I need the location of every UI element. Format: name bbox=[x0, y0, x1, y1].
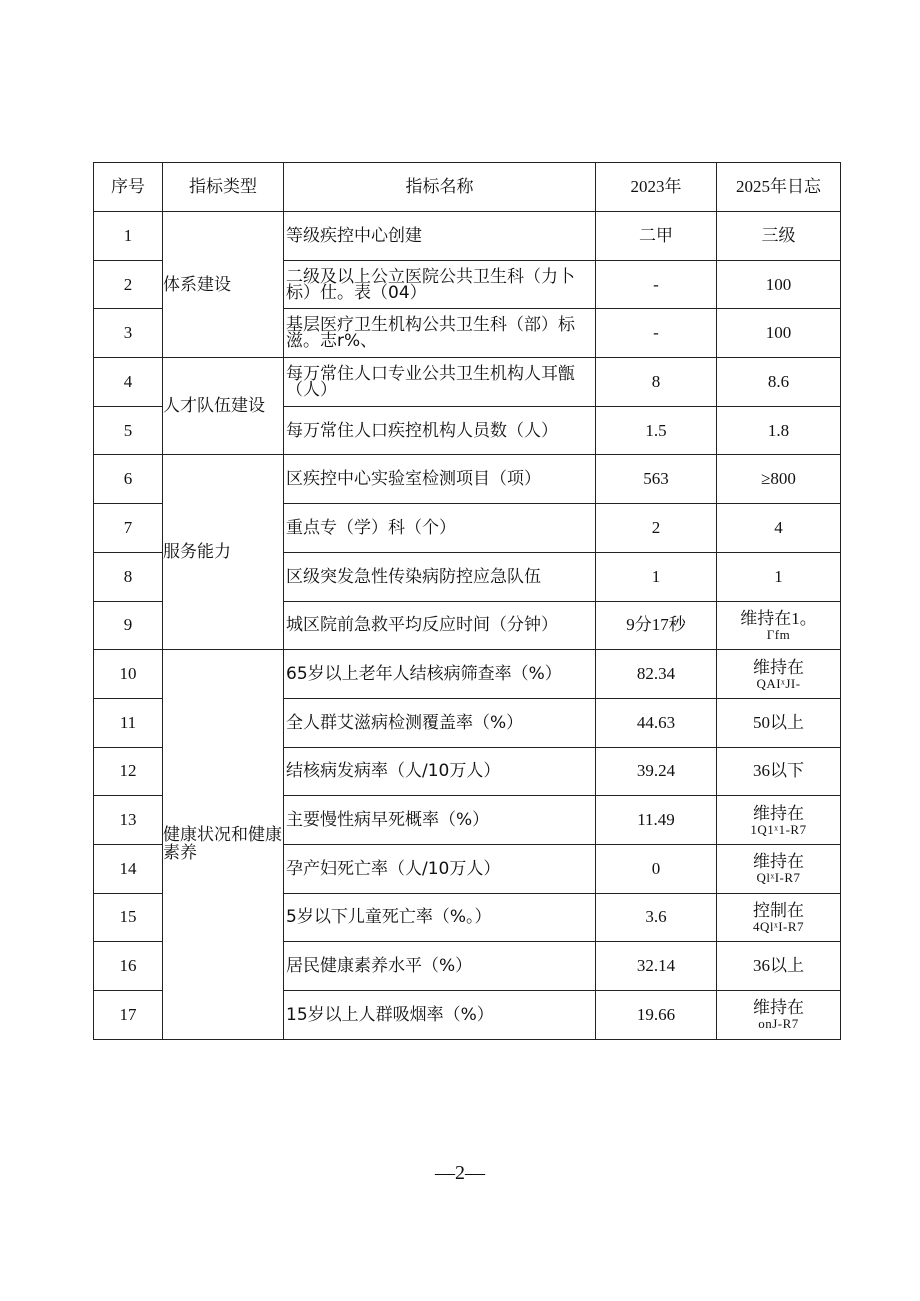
row-2025: 50以上 bbox=[717, 698, 841, 747]
row-2025: 8.6 bbox=[717, 358, 841, 407]
row-2023: 1 bbox=[596, 552, 717, 601]
row-name: 5岁以下儿童死亡率（%。） bbox=[284, 893, 596, 942]
row-no: 12 bbox=[94, 747, 163, 796]
indicator-table bbox=[93, 162, 841, 1040]
row-2025: ≥800 bbox=[717, 455, 841, 504]
row-2025: 36以上 bbox=[717, 942, 841, 991]
row-no: 16 bbox=[94, 942, 163, 991]
row-2025: 维持在 QAIˣJI- bbox=[717, 650, 841, 699]
row-no: 5 bbox=[94, 406, 163, 455]
row-no: 10 bbox=[94, 650, 163, 699]
group-label: 体系建设 bbox=[163, 212, 284, 358]
group-label: 健康状况和健康素养 bbox=[163, 650, 284, 1040]
row-2023: 8 bbox=[596, 358, 717, 407]
row-2023: 0 bbox=[596, 844, 717, 893]
row-2025: 维持在 1Q1ˣ1-R7 bbox=[717, 796, 841, 845]
row-2023: 9分17秒 bbox=[596, 601, 717, 650]
row-2025: 维持在 QlˣI-R7 bbox=[717, 844, 841, 893]
row-no: 2 bbox=[94, 260, 163, 309]
row-2023: 3.6 bbox=[596, 893, 717, 942]
table-header-row bbox=[94, 163, 841, 212]
row-2023: 19.66 bbox=[596, 991, 717, 1040]
header-type: 指标类型 bbox=[163, 163, 284, 212]
row-no: 11 bbox=[94, 698, 163, 747]
row-2025: 维持在 onJ-R7 bbox=[717, 991, 841, 1040]
table-row bbox=[94, 455, 841, 504]
row-2023: 32.14 bbox=[596, 942, 717, 991]
row-2025: 100 bbox=[717, 309, 841, 358]
row-name: 主要慢性病早死概率（%） bbox=[284, 796, 596, 845]
row-2023: - bbox=[596, 309, 717, 358]
row-name: 孕产妇死亡率（人/10万人） bbox=[284, 844, 596, 893]
row-no: 17 bbox=[94, 991, 163, 1040]
row-no: 3 bbox=[94, 309, 163, 358]
row-2025: 三级 bbox=[717, 212, 841, 261]
header-2025: 2025年日忘 bbox=[717, 163, 841, 212]
row-no: 9 bbox=[94, 601, 163, 650]
row-name: 15岁以上人群吸烟率（%） bbox=[284, 991, 596, 1040]
table-row bbox=[94, 212, 841, 261]
table-row bbox=[94, 358, 841, 407]
row-2023: 二甲 bbox=[596, 212, 717, 261]
row-no: 6 bbox=[94, 455, 163, 504]
row-2025: 36以下 bbox=[717, 747, 841, 796]
row-no: 7 bbox=[94, 504, 163, 553]
row-2023: 82.34 bbox=[596, 650, 717, 699]
row-name: 重点专（学）科（个） bbox=[284, 504, 596, 553]
row-name: 全人群艾滋病检测覆盖率（%） bbox=[284, 698, 596, 747]
row-name: 居民健康素养水平（%） bbox=[284, 942, 596, 991]
header-no: 序号 bbox=[94, 163, 163, 212]
row-2023: 39.24 bbox=[596, 747, 717, 796]
header-2023: 2023年 bbox=[596, 163, 717, 212]
row-no: 1 bbox=[94, 212, 163, 261]
row-name: 区级突发急性传染病防控应急队伍 bbox=[284, 552, 596, 601]
row-no: 13 bbox=[94, 796, 163, 845]
row-2023: - bbox=[596, 260, 717, 309]
row-name: 结核病发病率（人/10万人） bbox=[284, 747, 596, 796]
row-2025: 100 bbox=[717, 260, 841, 309]
row-name: 65岁以上老年人结核病筛查率（%） bbox=[284, 650, 596, 699]
row-name: 每万常住人口专业公共卫生机构人耳甑（人） bbox=[284, 358, 596, 407]
row-name: 二级及以上公立医院公共卫生科（力卜标）仕。表（04） bbox=[284, 260, 596, 309]
row-no: 15 bbox=[94, 893, 163, 942]
row-2023: 1.5 bbox=[596, 406, 717, 455]
page-number: —2— bbox=[435, 1162, 485, 1184]
row-2023: 44.63 bbox=[596, 698, 717, 747]
row-2023: 2 bbox=[596, 504, 717, 553]
group-label: 人才队伍建设 bbox=[163, 358, 284, 455]
row-2025: 1 bbox=[717, 552, 841, 601]
row-2025: 1.8 bbox=[717, 406, 841, 455]
row-2025: 维持在1。 Γfm bbox=[717, 601, 841, 650]
header-name: 指标名称 bbox=[284, 163, 596, 212]
group-label: 服务能力 bbox=[163, 455, 284, 650]
row-2023: 563 bbox=[596, 455, 717, 504]
row-name: 每万常住人口疾控机构人员数（人） bbox=[284, 406, 596, 455]
row-2023: 11.49 bbox=[596, 796, 717, 845]
row-name: 基层医疗卫生机构公共卫生科（部）标滋。志r%、 bbox=[284, 309, 596, 358]
row-name: 城区院前急救平均反应时间（分钟） bbox=[284, 601, 596, 650]
row-name: 区疾控中心实验室检测项目（项） bbox=[284, 455, 596, 504]
row-2025: 4 bbox=[717, 504, 841, 553]
row-name: 等级疾控中心创建 bbox=[284, 212, 596, 261]
table-row bbox=[94, 650, 841, 699]
row-2025: 控制在 4QlˣI-R7 bbox=[717, 893, 841, 942]
row-no: 8 bbox=[94, 552, 163, 601]
row-no: 14 bbox=[94, 844, 163, 893]
row-no: 4 bbox=[94, 358, 163, 407]
